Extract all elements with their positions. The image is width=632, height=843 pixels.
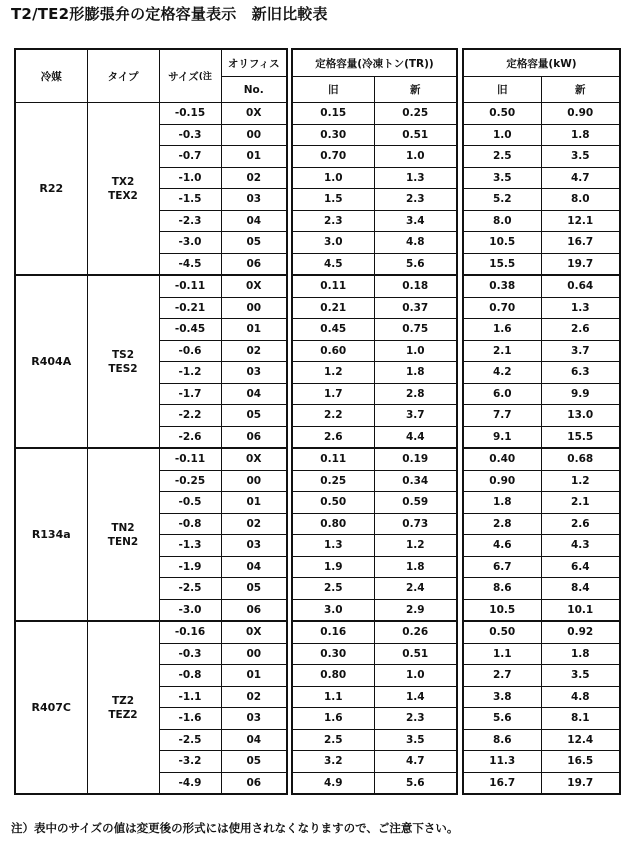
size-cell: -4.5	[159, 253, 221, 275]
kw-old-cell: 2.7	[463, 665, 541, 687]
tr-new-cell: 2.9	[374, 599, 457, 621]
tr-old-cell: 0.50	[292, 492, 374, 514]
table-row	[463, 578, 620, 600]
tr-old-cell: 1.0	[292, 167, 374, 189]
tr-new-cell: 2.3	[374, 189, 457, 211]
orifice-cell: 0X	[221, 448, 287, 470]
table-row	[292, 232, 457, 254]
table-row	[463, 253, 620, 275]
table-row	[292, 426, 457, 448]
orifice-cell: 0X	[221, 275, 287, 297]
kw-new-cell: 3.5	[541, 665, 620, 687]
table-row	[292, 167, 457, 189]
size-cell: -1.2	[159, 362, 221, 384]
header-tr-old: 旧	[292, 77, 374, 103]
tr-new-cell: 2.8	[374, 383, 457, 405]
size-cell: -0.21	[159, 297, 221, 319]
tr-new-cell: 2.3	[374, 708, 457, 730]
kw-new-cell: 10.1	[541, 599, 620, 621]
orifice-cell: 03	[221, 535, 287, 557]
table-row	[292, 708, 457, 730]
orifice-cell: 06	[221, 253, 287, 275]
orifice-cell: 03	[221, 362, 287, 384]
kw-old-cell: 0.90	[463, 470, 541, 492]
kw-new-cell: 12.4	[541, 729, 620, 751]
table-row	[292, 297, 457, 319]
kw-old-cell: 1.1	[463, 643, 541, 665]
table-row	[292, 621, 457, 643]
table-row	[463, 470, 620, 492]
orifice-cell: 0X	[221, 621, 287, 643]
kw-new-cell: 16.7	[541, 232, 620, 254]
header-capacity-kw: 定格容量(kW)	[463, 49, 620, 77]
kw-old-cell: 0.50	[463, 621, 541, 643]
tr-old-cell: 1.5	[292, 189, 374, 211]
orifice-cell: 01	[221, 146, 287, 168]
size-cell: -0.45	[159, 319, 221, 341]
kw-new-cell: 1.3	[541, 297, 620, 319]
table-row	[463, 448, 620, 470]
tr-old-cell: 4.5	[292, 253, 374, 275]
table-row	[463, 643, 620, 665]
table-row	[292, 275, 457, 297]
table-row	[292, 535, 457, 557]
table-row	[15, 103, 287, 125]
type-cell	[87, 103, 159, 276]
tr-old-cell: 0.15	[292, 103, 374, 125]
table-row	[463, 232, 620, 254]
orifice-cell: 04	[221, 556, 287, 578]
table-row	[292, 405, 457, 427]
spec-table	[14, 48, 288, 795]
kw-old-cell: 0.70	[463, 297, 541, 319]
kw-new-cell: 2.6	[541, 319, 620, 341]
tr-old-cell: 0.45	[292, 319, 374, 341]
table-row	[463, 535, 620, 557]
tr-new-cell: 0.51	[374, 124, 457, 146]
kw-old-cell: 5.6	[463, 708, 541, 730]
orifice-cell: 00	[221, 643, 287, 665]
table-row	[463, 167, 620, 189]
table-row	[463, 319, 620, 341]
size-cell: -0.8	[159, 513, 221, 535]
tr-old-cell: 2.5	[292, 578, 374, 600]
tr-new-cell: 1.4	[374, 686, 457, 708]
kw-old-cell: 8.6	[463, 729, 541, 751]
tr-new-cell: 3.5	[374, 729, 457, 751]
kw-new-cell: 6.4	[541, 556, 620, 578]
tr-old-cell: 0.16	[292, 621, 374, 643]
header-orifice-no: No.	[221, 77, 287, 103]
table-row	[292, 599, 457, 621]
kw-old-cell: 3.8	[463, 686, 541, 708]
tr-new-cell: 2.4	[374, 578, 457, 600]
tr-old-cell: 2.3	[292, 210, 374, 232]
table-row	[463, 362, 620, 384]
capacity-kw-table	[462, 48, 621, 795]
tr-old-cell: 2.5	[292, 729, 374, 751]
table-row	[463, 405, 620, 427]
type-line: TEZ2	[108, 708, 138, 721]
tr-old-cell: 0.80	[292, 513, 374, 535]
kw-old-cell: 1.6	[463, 319, 541, 341]
tr-old-cell: 0.11	[292, 275, 374, 297]
type-cell	[87, 621, 159, 794]
tr-new-cell: 3.7	[374, 405, 457, 427]
size-cell: -0.6	[159, 340, 221, 362]
orifice-cell: 05	[221, 751, 287, 773]
orifice-cell: 02	[221, 340, 287, 362]
orifice-cell: 04	[221, 210, 287, 232]
table-row	[463, 513, 620, 535]
table-row	[463, 124, 620, 146]
tr-new-cell: 3.4	[374, 210, 457, 232]
kw-new-cell: 0.90	[541, 103, 620, 125]
kw-new-cell: 4.8	[541, 686, 620, 708]
size-cell: -1.5	[159, 189, 221, 211]
table-row	[463, 103, 620, 125]
orifice-cell: 05	[221, 578, 287, 600]
kw-new-cell: 8.0	[541, 189, 620, 211]
table-row	[463, 297, 620, 319]
kw-new-cell: 1.2	[541, 470, 620, 492]
orifice-cell: 06	[221, 772, 287, 794]
tr-old-cell: 1.7	[292, 383, 374, 405]
kw-old-cell: 2.5	[463, 146, 541, 168]
table-row	[463, 751, 620, 773]
kw-old-cell: 9.1	[463, 426, 541, 448]
tr-new-cell: 0.34	[374, 470, 457, 492]
refrigerant-cell: R22	[15, 103, 87, 276]
footnote: 注）表中のサイズの値は変更後の形式には使用されなくなりますので、ご注意下さい。	[11, 821, 459, 835]
tr-new-cell: 4.8	[374, 232, 457, 254]
header-type: タイプ	[87, 49, 159, 103]
size-cell: -1.3	[159, 535, 221, 557]
table-row	[292, 513, 457, 535]
orifice-cell: 00	[221, 470, 287, 492]
tr-old-cell: 1.2	[292, 362, 374, 384]
tr-new-cell: 1.8	[374, 362, 457, 384]
orifice-cell: 01	[221, 319, 287, 341]
tr-old-cell: 2.2	[292, 405, 374, 427]
table-row	[292, 340, 457, 362]
orifice-cell: 04	[221, 729, 287, 751]
table-row	[463, 772, 620, 794]
kw-new-cell: 8.1	[541, 708, 620, 730]
tr-old-cell: 0.30	[292, 643, 374, 665]
orifice-cell: 0X	[221, 103, 287, 125]
kw-old-cell: 0.50	[463, 103, 541, 125]
kw-new-cell: 16.5	[541, 751, 620, 773]
orifice-cell: 01	[221, 665, 287, 687]
orifice-cell: 05	[221, 405, 287, 427]
capacity-tr-table	[291, 48, 458, 795]
table-row	[463, 340, 620, 362]
header-tr-new: 新	[374, 77, 457, 103]
table-row	[463, 729, 620, 751]
tr-new-cell: 0.18	[374, 275, 457, 297]
kw-new-cell: 13.0	[541, 405, 620, 427]
tr-new-cell: 1.8	[374, 556, 457, 578]
table-row	[463, 556, 620, 578]
kw-old-cell: 1.0	[463, 124, 541, 146]
tr-old-cell: 2.6	[292, 426, 374, 448]
table-row	[292, 729, 457, 751]
type-cell	[87, 448, 159, 621]
kw-old-cell: 6.0	[463, 383, 541, 405]
table-row	[463, 492, 620, 514]
size-cell: -2.6	[159, 426, 221, 448]
tr-old-cell: 1.1	[292, 686, 374, 708]
tr-new-cell: 0.51	[374, 643, 457, 665]
size-cell: -1.0	[159, 167, 221, 189]
kw-new-cell: 6.3	[541, 362, 620, 384]
type-line: TS2	[111, 348, 135, 361]
kw-new-cell: 8.4	[541, 578, 620, 600]
type-line: TEN2	[107, 535, 139, 548]
table-row	[292, 319, 457, 341]
kw-old-cell: 2.8	[463, 513, 541, 535]
tr-old-cell: 3.0	[292, 599, 374, 621]
orifice-cell: 04	[221, 383, 287, 405]
tr-new-cell: 0.25	[374, 103, 457, 125]
kw-old-cell: 5.2	[463, 189, 541, 211]
size-cell: -2.5	[159, 578, 221, 600]
size-cell: -0.7	[159, 146, 221, 168]
kw-new-cell: 19.7	[541, 772, 620, 794]
kw-new-cell: 9.9	[541, 383, 620, 405]
table-row	[292, 383, 457, 405]
size-cell: -0.11	[159, 448, 221, 470]
size-cell: -0.11	[159, 275, 221, 297]
size-cell: -3.0	[159, 232, 221, 254]
refrigerant-cell: R407C	[15, 621, 87, 794]
orifice-cell: 06	[221, 599, 287, 621]
orifice-cell: 03	[221, 708, 287, 730]
type-cell	[87, 275, 159, 448]
orifice-cell: 01	[221, 492, 287, 514]
size-cell: -4.9	[159, 772, 221, 794]
table-row	[292, 556, 457, 578]
tr-old-cell: 1.6	[292, 708, 374, 730]
kw-new-cell: 1.8	[541, 643, 620, 665]
type-line: TEX2	[108, 189, 138, 202]
kw-new-cell: 4.7	[541, 167, 620, 189]
tr-new-cell: 5.6	[374, 253, 457, 275]
kw-new-cell: 0.68	[541, 448, 620, 470]
header-refrigerant: 冷媒	[15, 49, 87, 103]
tr-old-cell: 1.9	[292, 556, 374, 578]
orifice-cell: 06	[221, 426, 287, 448]
tr-new-cell: 0.37	[374, 297, 457, 319]
tr-old-cell: 0.21	[292, 297, 374, 319]
header-kw-old: 旧	[463, 77, 541, 103]
tr-new-cell: 4.4	[374, 426, 457, 448]
tr-old-cell: 1.3	[292, 535, 374, 557]
tr-new-cell: 0.73	[374, 513, 457, 535]
size-cell: -0.16	[159, 621, 221, 643]
table-row	[463, 426, 620, 448]
tr-old-cell: 3.2	[292, 751, 374, 773]
size-cell: -3.0	[159, 599, 221, 621]
table-row	[463, 146, 620, 168]
kw-old-cell: 0.38	[463, 275, 541, 297]
table-row	[292, 578, 457, 600]
kw-new-cell: 19.7	[541, 253, 620, 275]
tr-old-cell: 0.70	[292, 146, 374, 168]
kw-new-cell: 12.1	[541, 210, 620, 232]
kw-old-cell: 16.7	[463, 772, 541, 794]
kw-new-cell: 2.1	[541, 492, 620, 514]
size-cell: -3.2	[159, 751, 221, 773]
tr-old-cell: 3.0	[292, 232, 374, 254]
kw-old-cell: 10.5	[463, 232, 541, 254]
kw-old-cell: 15.5	[463, 253, 541, 275]
kw-old-cell: 10.5	[463, 599, 541, 621]
table-row	[463, 708, 620, 730]
type-line: TX2	[111, 175, 135, 188]
tr-new-cell: 0.19	[374, 448, 457, 470]
tr-old-cell: 0.80	[292, 665, 374, 687]
table-row	[292, 686, 457, 708]
table-row	[292, 189, 457, 211]
table-row	[292, 448, 457, 470]
page-title: T2/TE2形膨張弁の定格容量表示 新旧比較表	[11, 5, 328, 23]
table-row	[463, 275, 620, 297]
table-row	[292, 362, 457, 384]
tr-old-cell: 0.11	[292, 448, 374, 470]
orifice-cell: 02	[221, 167, 287, 189]
size-cell: -1.9	[159, 556, 221, 578]
tr-new-cell: 1.0	[374, 146, 457, 168]
table-row	[292, 210, 457, 232]
kw-new-cell: 3.7	[541, 340, 620, 362]
orifice-cell: 02	[221, 686, 287, 708]
type-line: TN2	[111, 521, 135, 534]
size-cell: -0.8	[159, 665, 221, 687]
size-cell: -0.5	[159, 492, 221, 514]
size-cell: -0.3	[159, 124, 221, 146]
table-row	[292, 253, 457, 275]
size-cell: -2.2	[159, 405, 221, 427]
orifice-cell: 00	[221, 124, 287, 146]
size-cell: -0.25	[159, 470, 221, 492]
kw-new-cell: 3.5	[541, 146, 620, 168]
table-row	[463, 665, 620, 687]
tr-new-cell: 1.2	[374, 535, 457, 557]
size-cell: -0.3	[159, 643, 221, 665]
table-row	[292, 124, 457, 146]
table-row	[292, 492, 457, 514]
refrigerant-cell: R134a	[15, 448, 87, 621]
kw-old-cell: 3.5	[463, 167, 541, 189]
size-cell: -2.3	[159, 210, 221, 232]
table-row	[463, 686, 620, 708]
kw-old-cell: 0.40	[463, 448, 541, 470]
tr-new-cell: 1.3	[374, 167, 457, 189]
table-row	[15, 448, 287, 470]
orifice-cell: 02	[221, 513, 287, 535]
table-row	[463, 210, 620, 232]
table-row	[292, 751, 457, 773]
orifice-cell: 03	[221, 189, 287, 211]
tr-new-cell: 0.75	[374, 319, 457, 341]
tr-new-cell: 1.0	[374, 665, 457, 687]
header-capacity-tr: 定格容量(冷凍トン(TR))	[292, 49, 457, 77]
table-row	[463, 621, 620, 643]
size-cell: -2.5	[159, 729, 221, 751]
kw-old-cell: 8.0	[463, 210, 541, 232]
table-row	[292, 772, 457, 794]
header-kw-new: 新	[541, 77, 620, 103]
kw-old-cell: 6.7	[463, 556, 541, 578]
tr-old-cell: 0.25	[292, 470, 374, 492]
kw-new-cell: 0.92	[541, 621, 620, 643]
table-row	[15, 275, 287, 297]
header-size-label: サイズ	[168, 70, 199, 83]
type-line: TES2	[108, 362, 138, 375]
kw-old-cell: 1.8	[463, 492, 541, 514]
size-cell: -1.6	[159, 708, 221, 730]
table-row	[292, 665, 457, 687]
kw-new-cell: 1.8	[541, 124, 620, 146]
size-cell: -1.7	[159, 383, 221, 405]
tr-new-cell: 4.7	[374, 751, 457, 773]
table-row	[292, 470, 457, 492]
kw-new-cell: 4.3	[541, 535, 620, 557]
tr-old-cell: 4.9	[292, 772, 374, 794]
kw-old-cell: 11.3	[463, 751, 541, 773]
kw-old-cell: 8.6	[463, 578, 541, 600]
table-row	[15, 621, 287, 643]
table-row	[463, 383, 620, 405]
header-orifice: オリフィス	[221, 49, 287, 77]
header-size	[159, 49, 221, 103]
tr-new-cell: 0.26	[374, 621, 457, 643]
kw-new-cell: 15.5	[541, 426, 620, 448]
table-row	[292, 643, 457, 665]
table-row	[463, 189, 620, 211]
refrigerant-cell: R404A	[15, 275, 87, 448]
kw-new-cell: 0.64	[541, 275, 620, 297]
tr-new-cell: 0.59	[374, 492, 457, 514]
table-row	[292, 103, 457, 125]
type-line: TZ2	[111, 694, 135, 707]
kw-new-cell: 2.6	[541, 513, 620, 535]
tr-old-cell: 0.30	[292, 124, 374, 146]
tr-old-cell: 0.60	[292, 340, 374, 362]
kw-old-cell: 2.1	[463, 340, 541, 362]
tr-new-cell: 1.0	[374, 340, 457, 362]
size-cell: -1.1	[159, 686, 221, 708]
orifice-cell: 05	[221, 232, 287, 254]
size-cell: -0.15	[159, 103, 221, 125]
header-size-note: (注	[198, 71, 212, 82]
orifice-cell: 00	[221, 297, 287, 319]
kw-old-cell: 7.7	[463, 405, 541, 427]
kw-old-cell: 4.2	[463, 362, 541, 384]
tr-new-cell: 5.6	[374, 772, 457, 794]
table-row	[292, 146, 457, 168]
table-row	[463, 599, 620, 621]
kw-old-cell: 4.6	[463, 535, 541, 557]
